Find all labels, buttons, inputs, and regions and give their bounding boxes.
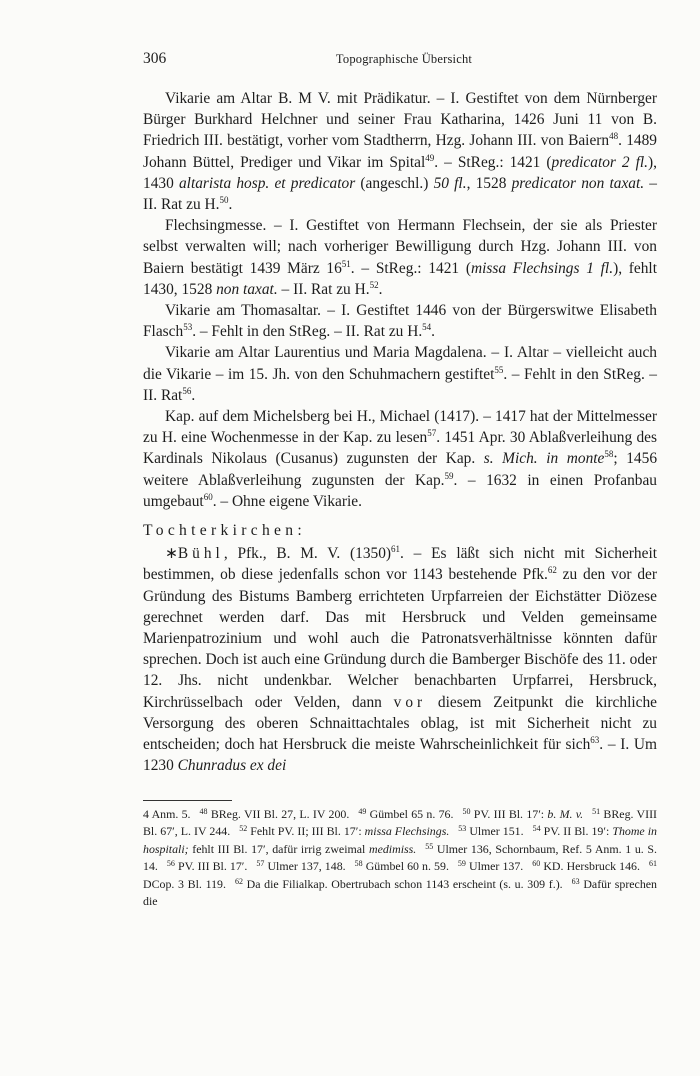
footnote: $^{48}$ BReg. VII Bl. 27, L. IV 200. xyxy=(199,807,350,821)
section-heading: Tochterkirchen: xyxy=(143,522,306,540)
running-head: Topographische Übersicht xyxy=(335,52,473,66)
footnote: $^{56}$ PV. III Bl. 17′. xyxy=(166,859,248,874)
paragraph-thomasaltar: Vikarie am Thomasaltar. – I. Gestiftet 1446 von der Bürgerswitwe Elisabeth Flasch$^{53}$. – Fehlt in den StReg. – II. Rat zu H.$^{54}$. xyxy=(143,302,657,341)
footnote: $^{54}$ PV. II Bl. 19′: Thome in hospitali; fehlt III Bl. 17′, dafür irrig zweimal medimiss. xyxy=(143,824,657,856)
footnote: 4 Anm. 5. xyxy=(143,807,191,821)
main-text xyxy=(143,88,657,777)
footnote: $^{52}$ Fehlt PV. II; III Bl. 17′: missa Flechsings. xyxy=(239,824,450,839)
footnote: $^{63}$ Dafür sprechen die xyxy=(143,876,657,909)
paragraph-flechsingmesse: Flechsingmesse. – I. Gestiftet von Hermann Flechsein, der sie als Priester selbst verwalten will; nach vorheriger Bewilligung durch Hzg. Johann III. von Baiern bestätigt 1439 März $16^{51}$. – StReg.: 1421 (missa Flechsings 1 fl.), fehlt 1430, 1528 non taxat. – II. Rat zu H.$^{52}$. xyxy=(143,217,657,298)
page-number: 306 xyxy=(143,50,167,67)
paragraph-laurentius: Vikarie am Altar Laurentius und Maria Magdalena. – I. Altar – vielleicht auch die Vikarie – im 15. Jh. von den Schuhmachern gestiftet$^{55}$. – Fehlt in den StReg. – II. Rat$^{56}$. xyxy=(143,344,657,404)
footnote: $^{57}$ Ulmer 137, 148. xyxy=(256,859,346,874)
footnote: $^{59}$ Ulmer 137. xyxy=(457,859,524,874)
footnote: $^{58}$ Gümbel 60 n. 59. xyxy=(354,859,449,874)
footnote: $^{49}$ Gümbel 65 n. 76. xyxy=(358,807,454,821)
footnote: $^{61}$ DCop. 3 Bl. 119. xyxy=(143,859,657,891)
footnote: $^{53}$ Ulmer 151. xyxy=(458,824,524,839)
footnote-rule xyxy=(143,800,232,801)
paragraph-vikarie-bmv: Vikarie am Altar B. M V. mit Prädikatur. – I. Gestiftet von dem Nürnberger Bürger Burkhard Helchner und seiner Frau Katharina, 1426 Juni 11 von B. Friedrich III. bestätigt, vorher vom Stadtherrn, Hzg. Johann III. von Baiern$^{48}$. 1489 Johann Büttel, Prediger und Vikar im Spital$^{49}$. – StReg.: 1421 (predicator 2 fl.), 1430 altarista hosp. et predicator (angeschl.) 50 fl., 1528 predicator non taxat. – II. Rat zu H.$^{50}$. xyxy=(143,90,658,214)
paragraph-michelsberg: Kap. auf dem Michelsberg bei H., Michael (1417). – 1417 hat der Mittelmesser zu H. eine Wochenmesse in der Kap. zu lesen$^{57}$. 1451 Apr. 30 Ablaßverleihung des Kardinals Nikolaus (Cusanus) zugunsten der Kap. s. Mich. in monte$^{58}$; 1456 weitere Ablaßverleihung zugunsten der Kap.$^{59}$. – 1632 in einen Profanbau umgebaut$^{60}$. – Ohne eigene Vikarie. xyxy=(143,408,658,510)
footnote: $^{60}$ KD. Hersbruck 146. xyxy=(532,859,640,874)
footnote: $^{55}$ Ulmer 136, Schornbaum, Ref. 5 Anm. 1 u. S. 14. xyxy=(143,841,657,874)
footnote: $^{62}$ Da die Filialkap. Obertrubach schon 1143 erscheint (s. u. 309 f.). xyxy=(234,876,563,891)
page-header xyxy=(143,50,665,70)
paragraph-buehl: ∗Bühl, Pfk., B. M. V. $(1350)^{61}$. – Es läßt sich nicht mit Sicherheit bestimmen, ob diese jedenfalls schon vor 1143 bestehende Pfk.$^{62}$ zu den vor der Gründung des Bistums Bamberg errichteten Urpfarreien der Eichstätter Diözese gerechnet werden darf. Das mit Hersbruck und Velden gemeinsame Marienpatrozinium und wohl auch die Patronatsverhältnisse könnten dafür sprechen. Doch ist auch eine Gründung durch die Bamberger Bischöfe des 11. oder 12. Jhs. nicht undenkbar. Welcher benachbarten Urpfarrei, Hersbruck, Kirchrüsselbach oder Velden, dann vor diesem Zeitpunkt die kirchliche Versorgung des oberen Schnaittachtales oblag, ist mit Sicherheit nicht zu entscheiden; doch hat Hersbruck die meiste Wahrscheinlichkeit für sich$^{63}$. – I. Um 1230 Chunradus ex dei xyxy=(143,544,657,775)
footnote: $^{51}$ BReg. VIII Bl. 67′, L. IV 244. xyxy=(143,807,658,839)
footnote: $^{50}$ PV. III Bl. 17′: b. M. v. xyxy=(462,807,584,821)
footnotes xyxy=(143,806,657,910)
